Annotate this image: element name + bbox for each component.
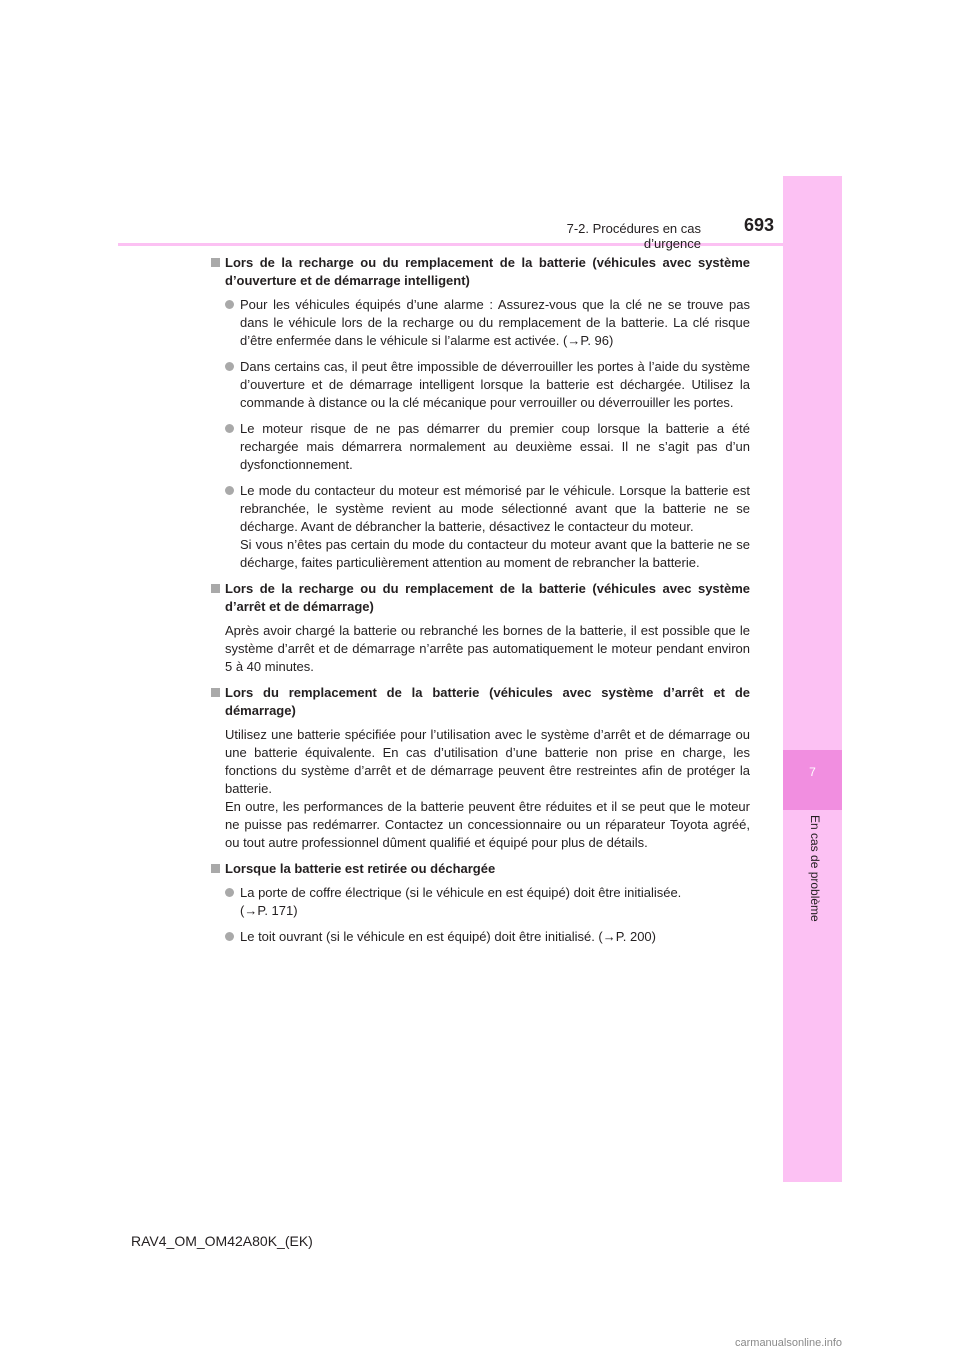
chapter-side-tab [783, 176, 842, 1182]
paragraph-text: Utilisez une batterie spécifiée pour l’utilisation avec le système d’arrêt et de démarrage ou une batterie équivalente. En cas d’utilisation d’une batterie non prise en charge, les fonctions du système d’arrêt et de démarrage peuvent être restreintes afin de protéger la batterie. [225, 727, 750, 796]
circle-bullet-icon [225, 888, 234, 897]
section-heading [210, 580, 750, 616]
chapter-number: 7 [809, 765, 816, 779]
heading-text: Lors de la recharge ou du remplacement de la batterie (véhicules avec système d’arrêt et de démarrage) [225, 581, 750, 614]
list-item-text: Le moteur risque de ne pas démarrer du premier coup lorsque la batterie a été rechargée mais démarrera normalement au deuxième essai. Il ne s’agit pas d’un dysfonctionnement. [240, 421, 750, 472]
paragraph [210, 622, 750, 676]
list-item [210, 884, 750, 920]
section-title: 7-2. Procédures en cas d’urgence [566, 221, 701, 251]
list-item-text: La porte de coffre électrique (si le véhicule en est équipé) doit être initialisée. [240, 885, 682, 900]
list-item [210, 482, 750, 572]
section-heading [210, 684, 750, 720]
square-bullet-icon [211, 258, 220, 267]
square-bullet-icon [211, 584, 220, 593]
section-heading [210, 860, 750, 878]
list-item [210, 296, 750, 350]
list-item-text: (→P. 171) [240, 903, 298, 918]
section-heading [210, 254, 750, 290]
paragraph-text: En outre, les performances de la batterie peuvent être réduites et il se peut que le moteur ne puisse pas redémarrer. Contactez un concessionnaire ou un réparateur Toyota agréé, ou tout autre professionnel dûment qualifié et équipé pour plus de détails. [225, 799, 750, 850]
manual-code: RAV4_OM_OM42A80K_(EK) [131, 1233, 313, 1249]
heading-text: Lors de la recharge ou du remplacement de la batterie (véhicules avec système d’ouverture et de démarrage intelligent) [225, 255, 750, 288]
circle-bullet-icon [225, 486, 234, 495]
paragraph-text: Après avoir chargé la batterie ou rebranché les bornes de la batterie, il est possible que le système d’arrêt et de démarrage n’arrête pas automatiquement le moteur pendant environ 5 à 40 minutes. [225, 623, 750, 674]
list-item-text: Pour les véhicules équipés d’une alarme : Assurez-vous que la clé ne se trouve pas dans le véhicule lors de la recharge ou du remplacement de la batterie. La clé risque d’être enfermée dans le véhicule si l’alarme est activée. (→P. 96) [240, 297, 750, 348]
square-bullet-icon [211, 688, 220, 697]
circle-bullet-icon [225, 300, 234, 309]
list-item [210, 420, 750, 474]
list-item [210, 358, 750, 412]
list-item-text: Le mode du contacteur du moteur est mémorisé par le véhicule. Lorsque la batterie est rebranchée, le système revient au mode sélectionné avant que la batterie ne se décharge. Avant de débrancher la batterie, désactivez le contacteur du moteur. [240, 483, 750, 534]
watermark: carmanualsonline.info [735, 1337, 843, 1349]
heading-text: Lors du remplacement de la batterie (véhicules avec système d’arrêt et de démarrage) [225, 685, 750, 718]
list-item-text: Le toit ouvrant (si le véhicule en est équipé) doit être initialisé. (→P. 200) [240, 929, 656, 944]
header-rule [118, 243, 842, 246]
list-item-text: Dans certains cas, il peut être impossible de déverrouiller les portes à l’aide du système d’ouverture et de démarrage intelligent lorsque la batterie est déchargée. Utilisez la commande à distance ou la clé mécanique pour verrouiller ou déverrouiller les portes. [240, 359, 750, 410]
page-number: 693 [743, 215, 774, 235]
circle-bullet-icon [225, 362, 234, 371]
chapter-number-block [783, 750, 842, 810]
heading-text: Lorsque la batterie est retirée ou déchargée [225, 861, 496, 876]
paragraph [210, 726, 750, 852]
list-item [210, 928, 750, 946]
square-bullet-icon [211, 864, 220, 873]
chapter-title-vertical [764, 815, 822, 986]
chapter-title: En cas de problème [808, 815, 822, 922]
circle-bullet-icon [225, 932, 234, 941]
list-item-text: Si vous n’êtes pas certain du mode du contacteur du moteur avant que la batterie ne se décharge, faites particulièrement attention au moment de rebrancher la batterie. [240, 537, 750, 570]
circle-bullet-icon [225, 424, 234, 433]
page-content [210, 254, 750, 954]
